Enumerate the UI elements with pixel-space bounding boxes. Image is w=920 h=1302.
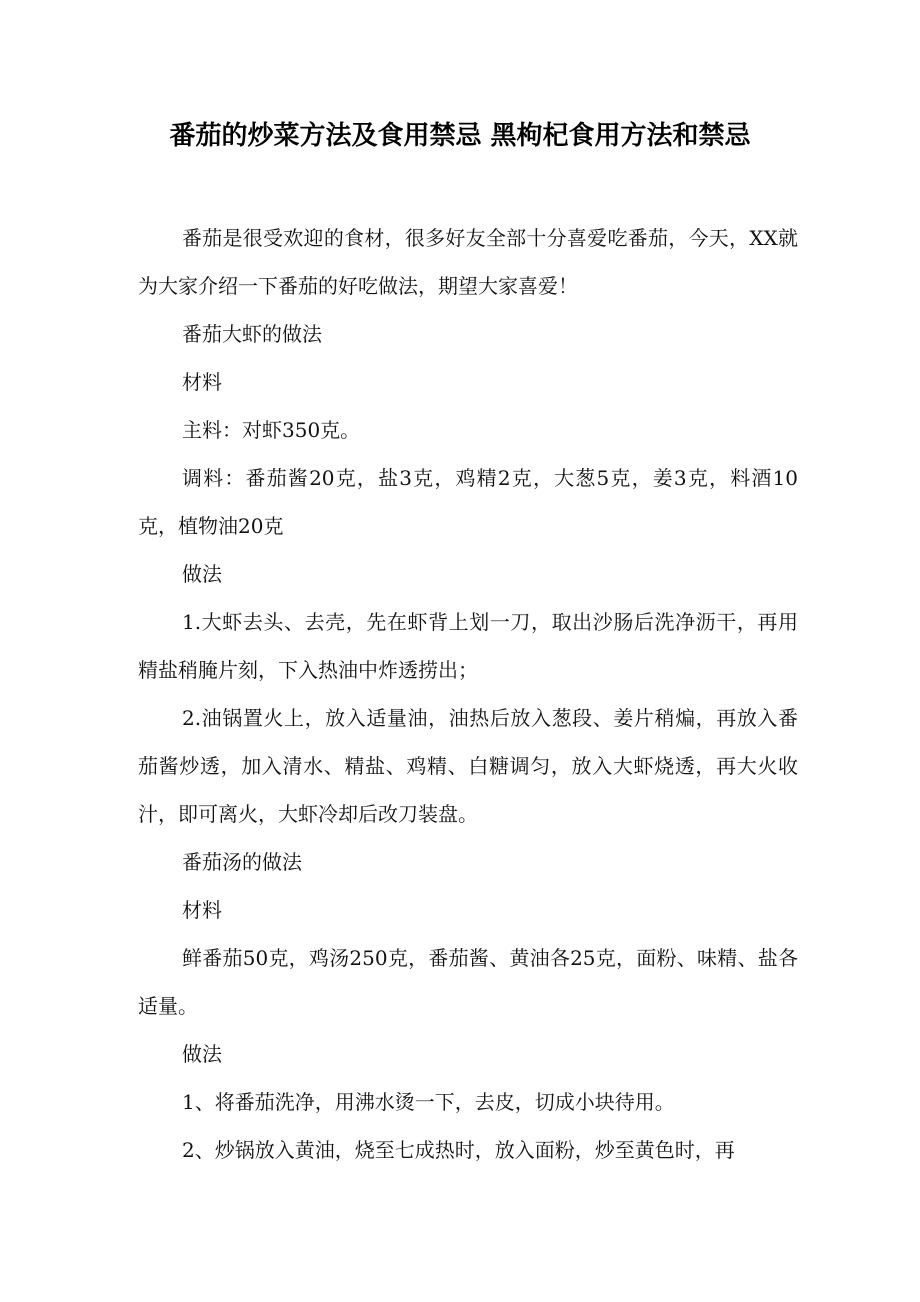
intro-paragraph: 番茄是很受欢迎的食材，很多好友全部十分喜爱吃番茄，今天，XX就为大家介绍一下番茄的好吃做法，期望大家喜爱！ bbox=[138, 226, 798, 298]
shrimp-step-2: 2.油锅置火上，放入适量油，油热后放入葱段、姜片稍煸，再放入番茄酱炒透，加入清水、精盐、鸡精、白糖调匀，放入大虾烧透，再大火收汁，即可离火，大虾冷却后改刀装盘。 bbox=[138, 706, 798, 826]
document-title: 番茄的炒菜方法及食用禁忌 黑枸杞食用方法和禁忌 bbox=[169, 121, 751, 151]
soup-method-label: 做法 bbox=[182, 1042, 222, 1066]
document-body bbox=[138, 214, 798, 1174]
materials-label: 材料 bbox=[182, 370, 222, 394]
soup-step-2: 2、炒锅放入黄油，烧至七成热时，放入面粉，炒至黄色时，再 bbox=[182, 1138, 735, 1162]
section-heading-shrimp: 番茄大虾的做法 bbox=[182, 322, 322, 346]
method-label: 做法 bbox=[182, 562, 222, 586]
seasonings: 调料：番茄酱20克，盐3克，鸡精2克，大葱5克，姜3克，料酒10克，植物油20克 bbox=[138, 466, 798, 538]
soup-ingredients: 鲜番茄50克，鸡汤250克，番茄酱、黄油各25克，面粉、味精、盐各适量。 bbox=[138, 946, 798, 1018]
soup-step-1: 1、将番茄洗净，用沸水烫一下，去皮，切成小块待用。 bbox=[182, 1090, 675, 1114]
soup-materials-label: 材料 bbox=[182, 898, 222, 922]
main-ingredients: 主料：对虾350克。 bbox=[182, 418, 361, 442]
shrimp-step-1: 1.大虾去头、去壳，先在虾背上划一刀，取出沙肠后洗净沥干，再用精盐稍腌片刻，下入热油中炸透捞出； bbox=[138, 610, 798, 682]
section-heading-soup: 番茄汤的做法 bbox=[182, 850, 302, 874]
